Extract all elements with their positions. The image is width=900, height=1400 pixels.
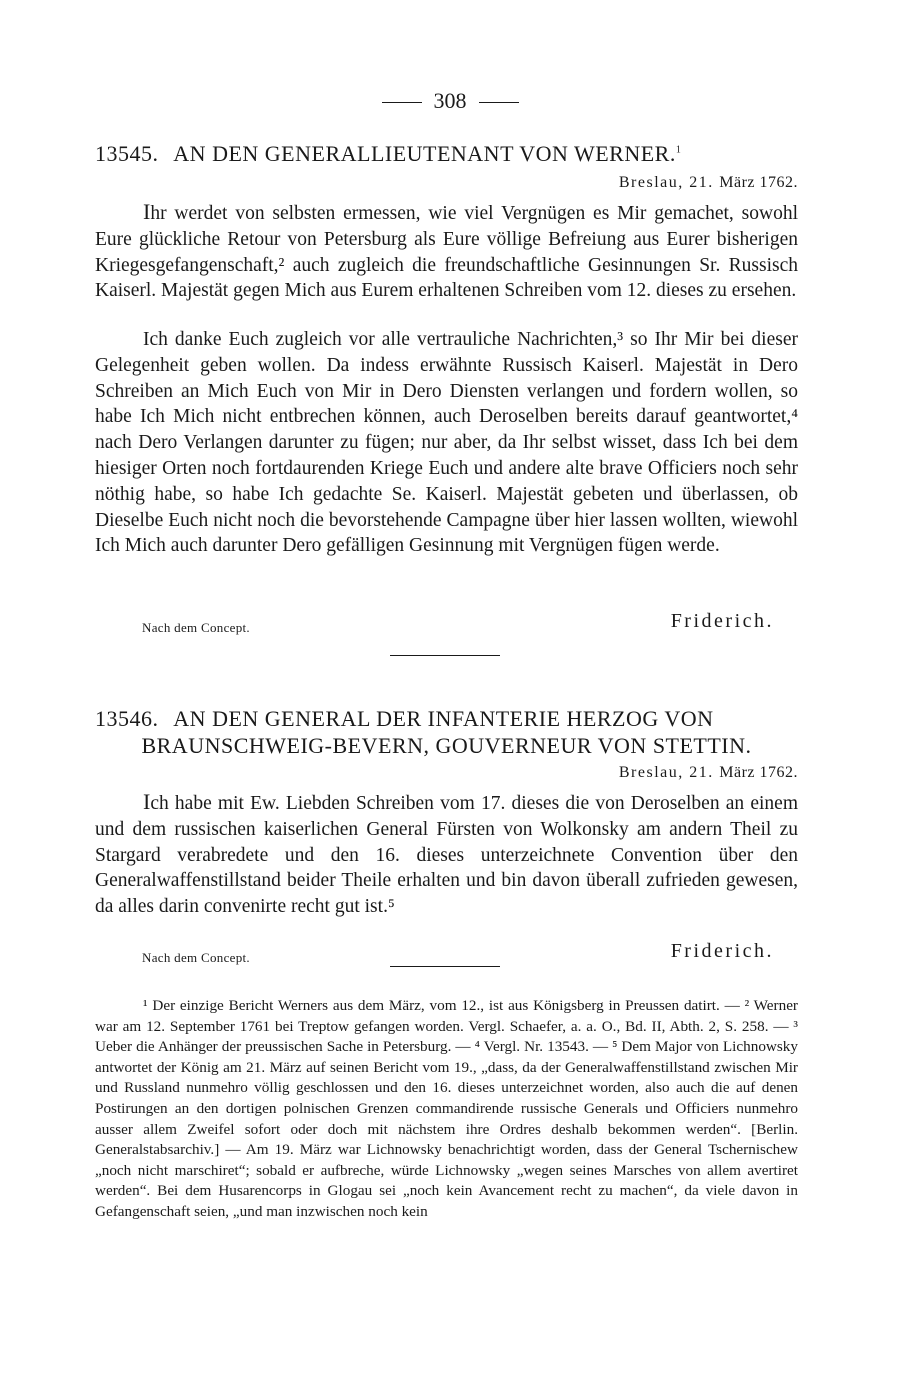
letter-2-source: Nach dem Concept.: [142, 950, 250, 965]
letter-1-paragraph-1: Ihr werdet von selbsten ermessen, wie viel Vergnügen es Mir gemachet, sowohl Eure glückliche Retour von Petersburg als Eure völlige Befreiung aus Eurer bisherigen Kriegesgefangenschaft,² auch zugleich die freundschaftliche Gesinnungen Sr. Russisch Kaiserl. Majestät gegen Mich aus Eurem erhaltenen Schreiben vom 12. dieses zu ersehen.: [95, 199, 798, 302]
letter-1-signature: Friderich.: [670, 610, 774, 632]
letter-1-heading: [95, 140, 798, 167]
letter-2-heading-line-1: [95, 705, 798, 732]
letter-2-place: Breslau, 21.: [618, 764, 714, 781]
letter-1-place: Breslau, 21.: [618, 174, 714, 191]
letter-1-title-note: 1: [675, 144, 682, 156]
folio-dash-right: [479, 102, 519, 103]
letter-1-date: März 1762.: [719, 174, 798, 191]
footnotes: ¹ Der einzige Bericht Werners aus dem März, vom 12., ist aus Königsberg in Preussen datirt. — ² Werner war am 12. September 1761 bei Treptow gefangen worden. Vergl. Schaefer, a. a. O., Bd. II, Abth. 2, S. 258. — ³ Ueber die Anhänger der preussischen Sache in Petersburg. — ⁴ Vergl. Nr. 13543. — ⁵ Dem Major von Lichnowsky antwortet der König am 21. März auf seinen Bericht vom 19., „dass, da der Generalwaffenstillstand zwischen Mir und Russland nunmehro völlig geschlossen und den 16. dieses unterzeichnet worden, also auch die auf denen Postirungen an den dortigen polnischen Grenzen commandirende russische Generals und Officiers nunmehro ausser allem Zweifel sofort oder doch mit nächstem ihre Ordres deshalb bekommen werden“. [Berlin. Generalstabsarchiv.] — Am 19. März war Lichnowsky benachrichtigt worden, dass der General Tschernischew „noch nicht marschiret“; sobald er aufbreche, würde Lichnowsky „wegen seines Marsches von allem avertiret werden“. Bei dem Husarencorps in Glogau sei „noch kein Avancement recht zu machen“, da viele davon in Gefangenschaft seien, „und man inzwischen noch kein: [95, 997, 798, 1220]
letter-2-title-line-2: BRAUNSCHWEIG-BEVERN, GOUVERNEUR VON STETTIN.: [141, 733, 752, 758]
page-number: 308: [433, 88, 467, 113]
letter-2-heading: [95, 705, 798, 759]
letter-1-paragraph-2: Ich danke Euch zugleich vor alle vertrauliche Nachrichten,³ so Ihr Mir bei dieser Gelegenheit geben wollen. Da indess erwähnte Russisch Kaiserl. Majestät in Dero Schreiben an Mich Euch von Mir in Dero Diensten verlangen und fordern wollen, so habe Ich Mich nicht entbrechen können, auch Deroselben bereits darauf geantwortet,⁴ nach Dero Verlangen darunter zu fügen; nur aber, da Ihr selbst wisset, dass Ich bei dem hiesiger Orten noch fortdaurenden Kriege Euch und andere alte brave Officiers noch sehr nöthig habe, so habe Ich gedachte Se. Kaiserl. Majestät gebeten und überlassen, ob Dieselbe Euch nicht noch die bevorstehende Campagne über hier lassen wollten, wiewohl Ich Mich auch darunter Dero gefälligen Gesinnung mit Vergnügen fügen werde.: [95, 329, 798, 557]
letter-2-title-line-1: AN DEN GENERAL DER INFANTERIE HERZOG VON: [173, 706, 714, 731]
folio-dash-left: [382, 102, 422, 103]
letter-1-dateline: [619, 174, 798, 192]
section-divider-2: [390, 966, 500, 967]
letter-2-dateline: [619, 764, 798, 782]
letter-1-source: Nach dem Concept.: [142, 620, 250, 635]
letter-1-number: 13545.: [95, 141, 159, 166]
letter-2-signature: Friderich.: [670, 940, 774, 962]
letter-2-number: 13546.: [95, 706, 159, 731]
letter-1-title: AN DEN GENERALLIEUTENANT VON WERNER.: [173, 141, 676, 166]
letter-2-paragraph-1: Ich habe mit Ew. Liebden Schreiben vom 17. dieses die von Deroselben an einem und dem russischen kaiserlichen General Fürsten von Wolkonsky am andern Theil zu Stargard verabredete und den 16. dieses unterzeichnete Convention über den Generalwaffenstillstand beider Theile erhalten und bin davon überall zufrieden gewesen, da alles darin convenirte recht gut ist.⁵: [95, 789, 798, 918]
page-number-header: [0, 88, 900, 114]
section-divider-1: [390, 655, 500, 656]
letter-2-date: März 1762.: [719, 764, 798, 781]
